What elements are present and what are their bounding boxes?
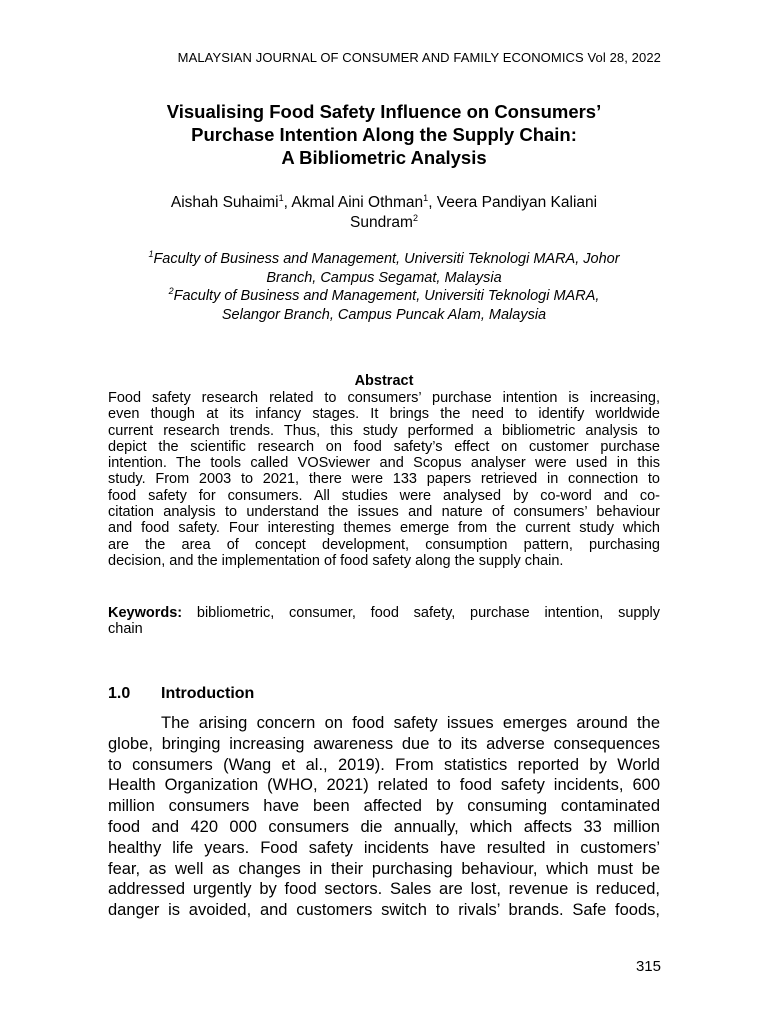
abstract-line: and food safety. Four interesting themes emerge from the current study which — [108, 520, 660, 537]
author-name: Sundram — [350, 214, 413, 231]
abstract-line: current research trends. Thus, this study performed a bibliometric analysis to — [108, 422, 660, 439]
abstract-heading: Abstract — [354, 373, 414, 389]
paragraph-line: globe, bringing increasing awareness due to its adverse consequences — [108, 734, 660, 753]
keywords — [108, 605, 660, 638]
paragraph-line: addressed urgently by food sectors. Sales are lost, revenue is reduced, — [108, 880, 660, 899]
paragraph-line: fear, as well as changes in their purchasing behaviour, which must be — [108, 859, 660, 878]
author-line — [0, 193, 768, 213]
title-line: Visualising Food Safety Influence on Consumers’ — [166, 101, 602, 122]
introduction-body — [108, 713, 660, 921]
paragraph-line: to consumers (Wang et al., 2019). From statistics reported by World — [108, 755, 660, 774]
section-number: 1.0 — [108, 685, 131, 702]
abstract-line: decision, and the implementation of food safety along the supply chain. — [108, 552, 564, 569]
abstract-line: are the area of concept development, consumption pattern, purchasing — [108, 536, 660, 553]
paragraph-line: Health Organization (WHO, 2021) related to food safety incidents, 600 — [108, 776, 660, 795]
affiliation-line: $^2$Faculty of Business and Management, Universiti Teknologi MARA, — [168, 286, 600, 304]
affiliation-line: $^1$Faculty of Business and Management, Universiti Teknologi MARA, Johor — [148, 249, 620, 267]
section-heading — [108, 685, 254, 703]
abstract-line: food safety for consumers. All studies were analysed by co-word and co- — [108, 487, 660, 504]
affiliation-marker: 1 — [148, 249, 154, 260]
affiliation-line: Selangor Branch, Campus Puncak Alam, Malaysia — [221, 306, 547, 323]
affiliations — [0, 250, 768, 324]
keywords-line — [108, 605, 660, 621]
title-line: Purchase Intention Along the Supply Chain: — [191, 124, 577, 145]
paragraph-line: food and 420 000 consumers die annually, which affects 33 million — [108, 817, 660, 836]
affiliation-marker: 2 — [168, 286, 174, 297]
page-number: 315 — [635, 958, 661, 975]
author-name: , Veera Pandiyan Kaliani — [428, 194, 598, 211]
paragraph-line: The arising concern on food safety issues emerges around the — [161, 714, 660, 732]
section-title: Introduction — [161, 685, 255, 702]
title-line: A Bibliometric Analysis — [281, 147, 487, 168]
keywords-line: chain — [108, 621, 143, 638]
paragraph-line: million consumers have been affected by consuming contaminated — [108, 797, 660, 816]
abstract-line: Food safety research related to consumers’ purchase intention is increasing, — [108, 390, 660, 406]
paper-title — [0, 100, 768, 169]
author-affiliation-marker: 1 — [423, 192, 429, 203]
author-affiliation-marker: 1 — [278, 192, 284, 203]
abstract-line: depict the scientific research on food safety’s effect on customer purchase — [108, 438, 660, 455]
abstract-line: even though at its infancy stages. It brings the need to identify worldwide — [108, 406, 660, 423]
keywords-label: Keywords: — [108, 605, 183, 621]
author-affiliation-marker: 2 — [412, 212, 418, 223]
affiliation-line: Branch, Campus Segamat, Malaysia — [266, 269, 502, 286]
abstract-body — [108, 390, 660, 569]
abstract-line: citation analysis to understand the issues and nature of consumers’ behaviour — [108, 504, 660, 521]
journal-header: MALAYSIAN JOURNAL OF CONSUMER AND FAMILY ECONOMICS Vol 28, 2022 — [177, 50, 661, 65]
paragraph-line: danger is avoided, and customers switch to rivals’ brands. Safe foods, — [108, 901, 660, 920]
author-list — [0, 193, 768, 233]
keywords-text: bibliometric, consumer, food safety, purchase intention, supply — [182, 605, 660, 621]
paragraph-line: healthy life years. Food safety incidents have resulted in customers’ — [108, 838, 660, 857]
author-line — [0, 213, 768, 233]
author-name: , Akmal Aini Othman — [283, 194, 424, 211]
abstract-line: intention. The tools called VOSviewer and Scopus analyser were used in this — [108, 455, 660, 472]
abstract-line: study. From 2003 to 2021, there were 133 papers retrieved in connection to — [108, 471, 660, 488]
author-name: Aishah Suhaimi — [170, 194, 279, 211]
